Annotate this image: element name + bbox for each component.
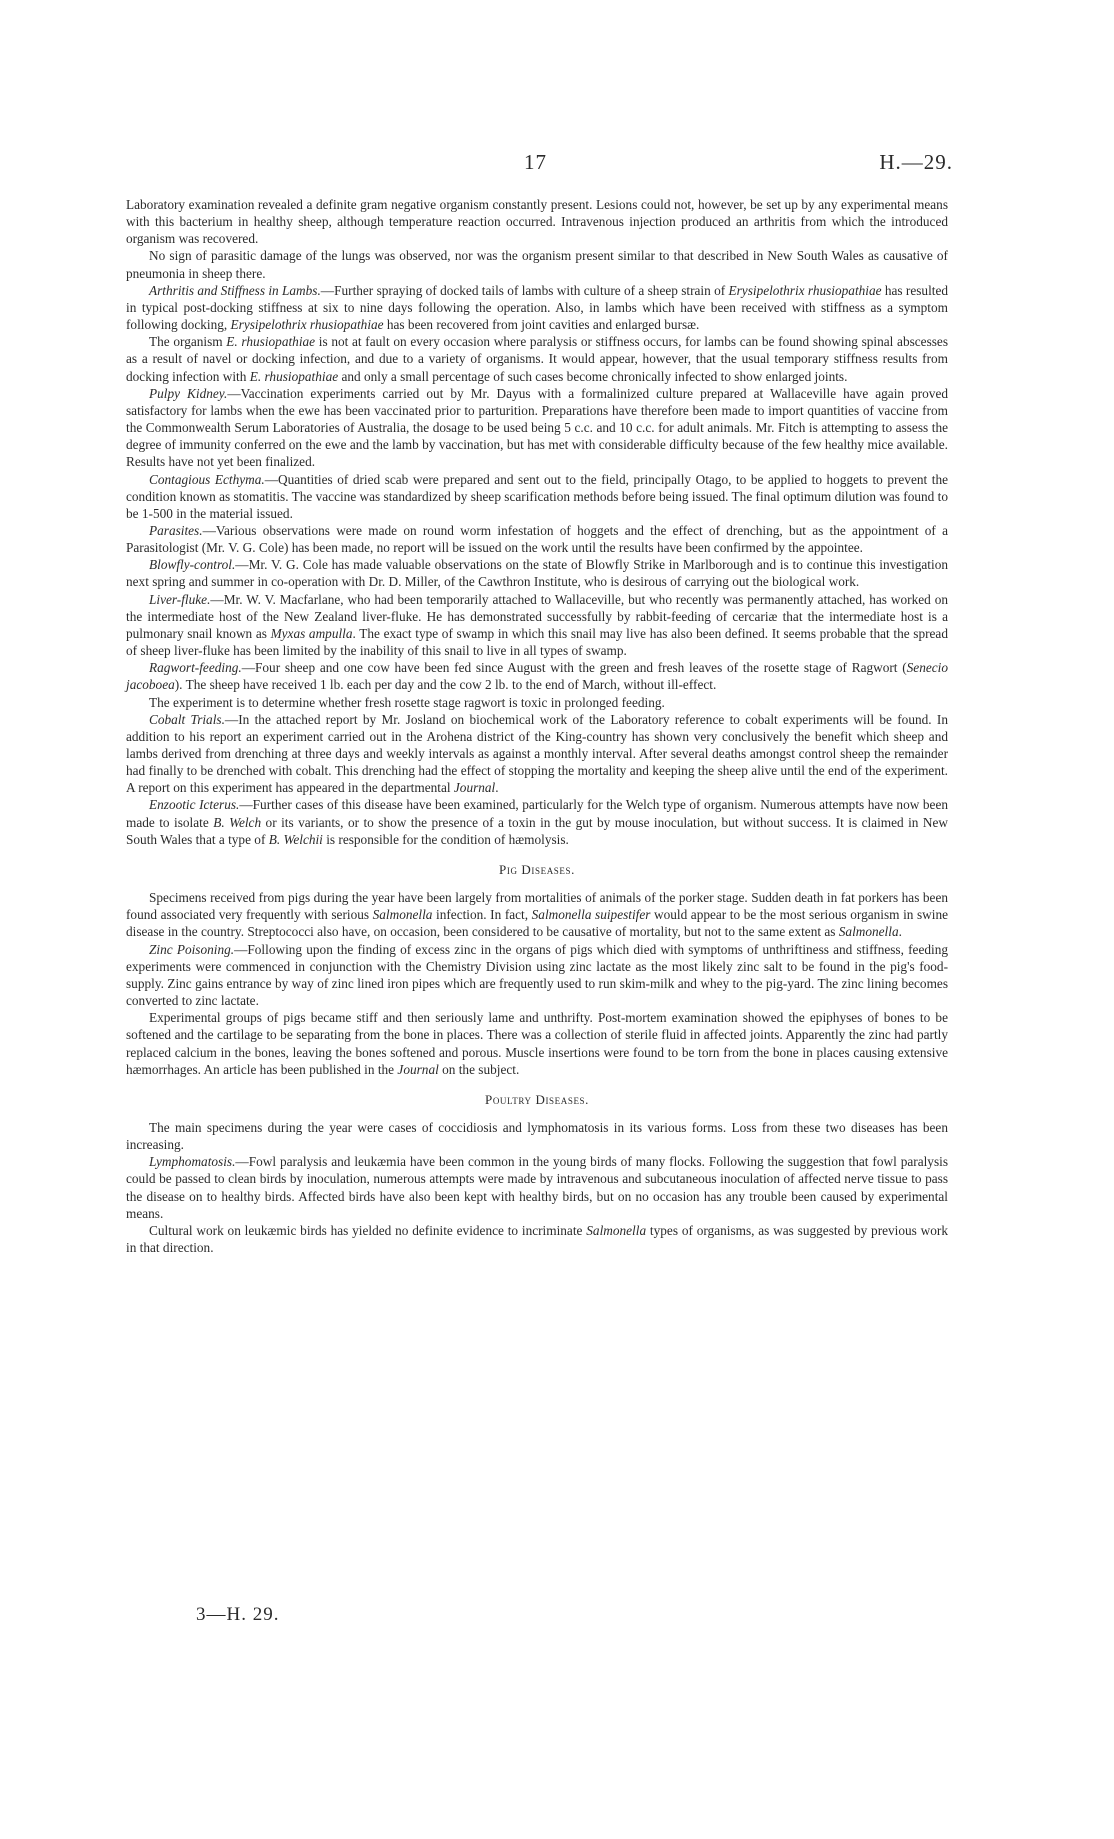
page-body — [126, 196, 948, 1256]
paragraph-lymphomatosis: Lymphomatosis.—Fowl paralysis and leukæmia have been common in the young birds of many flocks. Following the suggestion that fowl paralysis could be passed to clean birds by inoculation, numerous attempts were made by intravenous and subcutaneous inoculation of affected nerve tissue to pass the disease on to healthy birds. Affected birds have also been kept with healthy birds, but on no occasion has any trouble been caused by experimental means. — [126, 1154, 948, 1221]
signature-mark: 3—H. 29. — [196, 1604, 280, 1625]
subheading: Pulpy Kidney. — [149, 385, 228, 401]
subheading: Lymphomatosis. — [149, 1154, 236, 1170]
paragraph-enzootic-icterus: Enzootic Icterus.—Further cases of this disease have been examined, particularly for the Welch type of organism. Numerous attempts have now been made to isolate B. Welch or its variants, or to show the presence of a toxin in the gut by mouse inoculation, but without success. It is claimed in New South Wales that a type of B. Welchii is responsible for the condition of hæmolysis. — [126, 797, 948, 847]
subheading: Ragwort-feeding. — [149, 660, 242, 676]
subheading: Parasites. — [149, 522, 203, 538]
paragraph: No sign of parasitic damage of the lungs was observed, nor was the organism present similar to that described in New South Wales as causative of pneumonia in sheep there. — [126, 248, 948, 281]
section-heading-pig-diseases: Pig Diseases. — [499, 861, 575, 877]
paragraph-parasites: Parasites.—Various observations were made on round worm infestation of hoggets and the effect of drenching, but as the appointment of a Parasitologist (Mr. V. G. Cole) has been made, no report will be issued on the work until the results have been confirmed by the appointee. — [126, 522, 948, 556]
section-heading-poultry-diseases: Poultry Diseases. — [485, 1091, 589, 1107]
subheading: Contagious Ecthyma. — [149, 471, 265, 487]
subheading: Cobalt Trials. — [149, 711, 225, 727]
paragraph-pulpy-kidney: Pulpy Kidney.—Vaccination experiments carried out by Mr. Dayus with a formalinized culture prepared at Wallaceville have again proved satisfactory for lambs when the ewe has been vaccinated prior to parturition. Preparations have therefore been made to import quantities of vaccine from the Commonwealth Serum Laboratories of Australia, the dosage to be used being 5 c.c. and 10 c.c. for adult animals. Mr. Fitch is attempting to assess the degree of immunity conferred on the ewe and the lamb by vaccination, but has met with considerable difficulty because of the few healthy mice available. Results have not yet been finalized. — [126, 385, 949, 470]
paragraph-arthritis: Arthritis and Stiffness in Lambs.—Further spraying of docked tails of lambs with culture of a sheep strain of Erysipelothrix rhusiopathiae has resulted in typical post-docking stiffness at six to nine days following the operation. Also, in lambs which have been received with stiffness as a symptom following docking, Erysipelothrix rhusiopathiae has been recovered from joint cavities and enlarged bursæ. — [126, 282, 949, 333]
paragraph-cobalt-trials: Cobalt Trials.—In the attached report by Mr. Josland on biochemical work of the Laboratory reference to cobalt experiments will be found. In addition to his report an experiment carried out in the Arohena district of the King-country has shown very conclusively the benefit which sheep and lambs derived from drenching at three days and weekly intervals as against a monthly interval. After several deaths amongst control sheep the remainder had finally to be drenched with cobalt. This drenching had the effect of stopping the mortality and keeping the sheep alive until the end of the experiment. A report on this experiment has appeared in the departmental Journal. — [126, 711, 948, 796]
paragraph: Experimental groups of pigs became stiff and then seriously lame and unthrifty. Post-mortem examination showed the epiphyses of bones to be softened and the cartilage to be separating from the bone in places. There was a collection of sterile fluid in affected joints. Apparently the zinc had partly replaced calcium in the bones, leaving the bones softened and porous. Muscle insertions were found to be torn from the bone in places causing extensive hæmorrhages. An article has been published in the Journal on the subject. — [126, 1010, 948, 1077]
paragraph: Cultural work on leukæmic birds has yielded no definite evidence to incriminate Salmonella types of organisms, as was suggested by previous work in that direction. — [126, 1222, 948, 1256]
paragraph-contagious-ecthyma: Contagious Ecthyma.—Quantities of dried scab were prepared and sent out to the field, principally Otago, to be applied to hoggets to prevent the condition known as stomatitis. The vaccine was standardized by sheep scarification methods before being issued. The final optimum dilution was found to be 1-500 in the material issued. — [126, 471, 948, 521]
subheading: Zinc Poisoning. — [149, 941, 235, 957]
subheading: Liver-fluke. — [149, 591, 211, 607]
paragraph-blowfly-control: Blowfly-control.—Mr. V. G. Cole has made valuable observations on the state of Blowfly Strike in Marlborough and is to continue this investigation next spring and summer in co-operation with Dr. D. Miller, of the Cawthron Institute, who is desirous of carrying out the biological work. — [126, 557, 948, 590]
subheading: Arthritis and Stiffness in Lambs. — [149, 282, 321, 298]
paragraph: Specimens received from pigs during the year have been largely from mortalities of animals of the porker stage. Sudden death in fat porkers has been found associated very frequently with serious Salmonella infection. In fact, Salmonella suipestifer would appear to be the most serious organism in swine disease in the country. Streptococci also have, on occasion, been considered to be causative of mortality, but not to the same extent as Salmonella. — [126, 890, 949, 940]
subheading: Blowfly-control. — [149, 557, 236, 573]
paragraph-liver-fluke: Liver-fluke.—Mr. W. V. Macfarlane, who had been temporarily attached to Wallaceville, but who recently was permanently attached, has worked on the intermediate host of the New Zealand liver-fluke. He has demonstrated successfully by rabbit-feeding of cercariæ that the intermediate host is a pulmonary snail known as Myxas ampulla. The exact type of swamp in which this snail may live has also been defined. It seems probable that the spread of sheep liver-fluke has been limited by the inability of this snail to live in all types of swamp. — [126, 591, 948, 659]
document-reference: H.—29. — [879, 150, 953, 174]
subheading: Enzootic Icterus. — [149, 797, 240, 813]
page-number: 17 — [524, 150, 547, 174]
paragraph-ragwort-feeding: Ragwort-feeding.—Four sheep and one cow have been fed since August with the green and fresh leaves of the rosette stage of Ragwort (Senecio jacoboea). The sheep have received 1 lb. each per day and the cow 2 lb. to the end of March, without ill-effect. — [126, 660, 948, 693]
paragraph-zinc-poisoning: Zinc Poisoning.—Following upon the finding of excess zinc in the organs of pigs which died with symptoms of unthriftiness and stiffness, feeding experiments were commenced in conjunction with the Chemistry Division using zinc lactate as the most likely zinc salt to be found in the pig's food-supply. Zinc gains entrance by way of zinc lined iron pipes which are frequently used to run skim-milk and whey to the pig-yard. The zinc lining becomes converted to zinc lactate. — [126, 941, 948, 1009]
paragraph: The organism E. rhusiopathiae is not at fault on every occasion where paralysis or stiffness occurs, for lambs can be found showing spinal abscesses as a result of navel or docking infection, and due to a variety of organisms. It would appear, however, that the usual temporary stiffness results from docking infection with E. rhusiopathiae and only a small percentage of such cases become chronically infected to show enlarged joints. — [126, 334, 949, 384]
paragraph: The main specimens during the year were cases of coccidiosis and lymphomatosis in its various forms. Loss from these two diseases has been increasing. — [126, 1119, 948, 1153]
paragraph: The experiment is to determine whether fresh rosette stage ragwort is toxic in prolonged feeding. — [149, 694, 665, 710]
paragraph: Laboratory examination revealed a definite gram negative organism constantly present. Lesions could not, however, be set up by any experimental means with this bacterium in healthy sheep, although temperature reaction occurred. Intravenous injection produced an arthritis from which the introduced organism was recovered. — [126, 197, 948, 247]
